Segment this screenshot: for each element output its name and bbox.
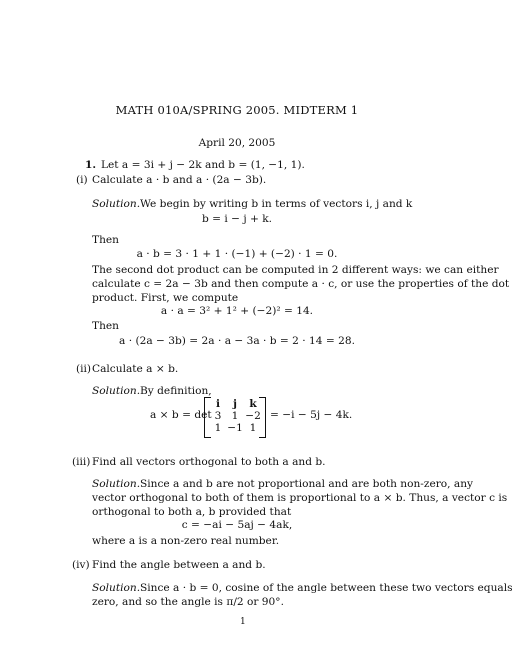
paragraph-line: The second dot product can be computed in 2 different ways: we can either bbox=[92, 264, 499, 276]
part-ii-solution-label: Solution. bbox=[92, 385, 141, 397]
determinant-matrix bbox=[204, 397, 266, 436]
paragraph-line: zero, and so the angle is π/2 or 90°. bbox=[92, 596, 284, 608]
part-ii-question: Calculate a × b. bbox=[92, 363, 179, 375]
matrix-cell: 1 bbox=[249, 422, 257, 434]
matrix-cell: k bbox=[249, 398, 257, 410]
problem-number: 1. bbox=[85, 159, 97, 171]
matrix-cell: 3 bbox=[214, 410, 222, 422]
part-iii-solution-label: Solution. bbox=[92, 478, 141, 490]
paragraph-line: Since a · b = 0, cosine of the angle between these two vectors equals bbox=[140, 582, 513, 594]
matrix-cell: i bbox=[215, 398, 221, 410]
part-iii-label: (iii) bbox=[72, 456, 91, 468]
paragraph-line: product. First, we compute bbox=[92, 292, 239, 304]
problem-statement: Let a = 3i + j − 2k and b = (1, −1, 1). bbox=[101, 159, 305, 171]
equation-b: b = i − j + k. bbox=[201, 213, 273, 225]
then-text: Then bbox=[92, 234, 119, 246]
document-title: MATH 010A/SPRING 2005. MIDTERM 1 bbox=[115, 103, 359, 117]
part-iv-solution-label: Solution. bbox=[92, 582, 141, 594]
equation-a-dot-a: a · a = 3² + 1² + (−2)² = 14. bbox=[160, 305, 314, 317]
equation-a-dot-b: a · b = 3 · 1 + 1 · (−1) + (−2) · 1 = 0. bbox=[136, 248, 338, 260]
part-i-question: Calculate a · b and a · (2a − 3b). bbox=[92, 174, 267, 186]
matrix-cell: 1 bbox=[231, 410, 239, 422]
cross-product-result: = −i − 5j − 4k. bbox=[270, 409, 353, 421]
matrix-cell: −2 bbox=[245, 410, 261, 422]
part-iii-question: Find all vectors orthogonal to both a and b. bbox=[92, 456, 326, 468]
paragraph-line: where a is a non-zero real number. bbox=[92, 535, 280, 547]
part-iv-question: Find the angle between a and b. bbox=[92, 559, 266, 571]
paragraph-line: vector orthogonal to both of them is proportional to a × b. Thus, a vector c is bbox=[92, 492, 508, 504]
matrix-cell: 1 bbox=[214, 422, 222, 434]
part-iv-label: (iv) bbox=[72, 559, 90, 571]
part-i-solution-label: Solution. bbox=[92, 198, 141, 210]
matrix-cell: j bbox=[233, 398, 237, 410]
part-ii-label: (ii) bbox=[76, 363, 92, 375]
paragraph-line: orthogonal to both a, b provided that bbox=[92, 506, 292, 518]
part-ii-solution-line: By definition, bbox=[140, 385, 212, 397]
document-date: April 20, 2005 bbox=[198, 137, 276, 149]
matrix-cell: −1 bbox=[227, 422, 243, 434]
paragraph-line: calculate c = 2a − 3b and then compute a · c, or use the properties of the dot bbox=[92, 278, 510, 290]
paragraph-line: Since a and b are not proportional and are both non-zero, any bbox=[140, 478, 474, 490]
equation-c: c = −ai − 5aj − 4ak, bbox=[181, 519, 293, 531]
equation-second-dot-product: a · (2a − 3b) = 2a · a − 3a · b = 2 · 14 = 28. bbox=[119, 335, 355, 347]
page-number: 1 bbox=[240, 617, 246, 627]
part-i-solution-line: We begin by writing b in terms of vectors i, j and k bbox=[140, 198, 413, 210]
part-i-label: (i) bbox=[76, 174, 88, 186]
cross-product-lhs: a × b = det bbox=[150, 409, 212, 421]
then-text: Then bbox=[92, 320, 119, 332]
